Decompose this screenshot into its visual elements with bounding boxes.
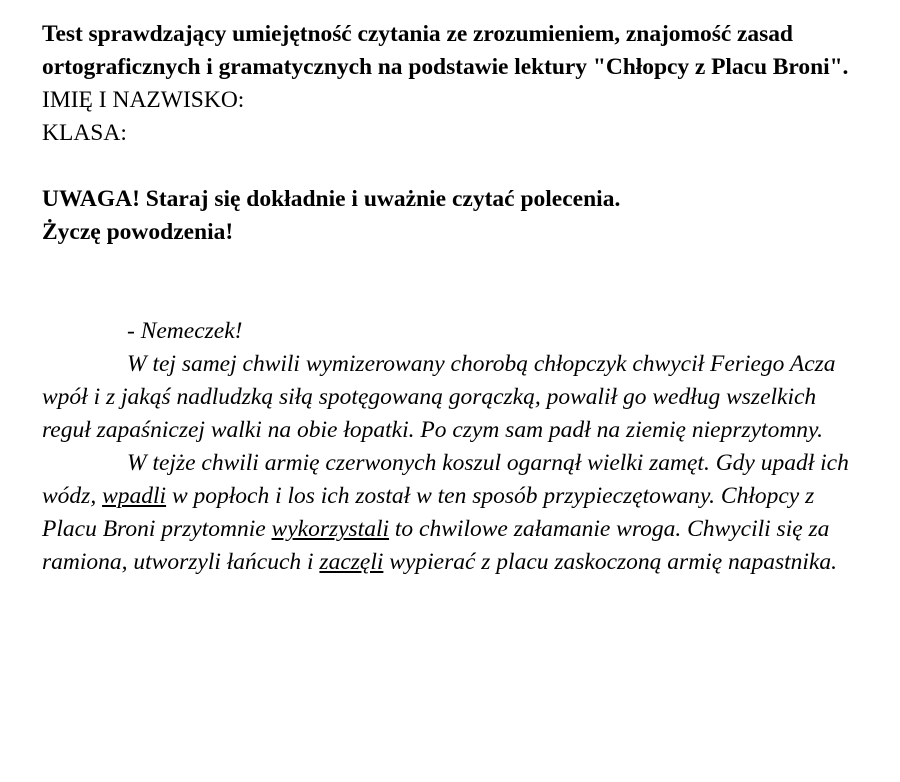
passage-paragraph-2-text: W tej samej chwili wymizerowany chorobą chłopczyk chwycił Feriego Acza wpół i z jakąś nadludzką siłą spotęgowaną gorączką, powalił go według wszelkich reguł zapaśniczej walki na obie łopatki. Po czym sam padł na ziemię nieprzytomny.: [42, 351, 836, 443]
passage-paragraph-1: [42, 315, 854, 348]
passage-paragraph-3: [42, 447, 854, 579]
field-label-name: IMIĘ I NAZWISKO:: [42, 87, 245, 113]
page-title-text: Test sprawdzający umiejętność czytania ze zrozumieniem, znajomość zasad ortograficznych i gramatycznych na podstawie lektury "Chłopcy z Placu Broni".: [42, 21, 849, 80]
field-label-class: KLASA:: [42, 120, 127, 146]
notice-line-1: UWAGA! Staraj się dokładnie i uważnie czytać polecenia.: [42, 186, 621, 212]
page-title: [42, 18, 852, 84]
passage-p3-segment-2: w popłoch i los ich został w ten sposób przypieczętowany. Chłopcy z Placu Broni przytomnie: [42, 483, 815, 542]
passage-p3-segment-3: to chwilowe załamanie wroga. Chwycili się za ramiona, utworzyli łańcuch i: [42, 516, 830, 575]
underlined-word-zaczeli: zaczęli: [319, 549, 384, 575]
underlined-word-wpadli: wpadli: [102, 483, 167, 509]
passage-paragraph-2: [42, 348, 854, 447]
spacer-before-passage: [42, 249, 850, 315]
notice-line-2: Życzę powodzenia!: [42, 219, 234, 245]
reading-passage: [42, 315, 854, 579]
passage-p3-segment-4: wypierać z placu zaskoczoną armię napastnika.: [383, 549, 838, 575]
underlined-word-wykorzystali: wykorzystali: [271, 516, 390, 542]
passage-paragraph-1-text: - Nemeczek!: [127, 318, 243, 344]
notice-block: [42, 183, 832, 249]
spacer-before-notice: [42, 150, 850, 183]
passage-p3-segment-1: W tejże chwili armię czerwonych koszul ogarnął wielki zamęt. Gdy upadł ich wódz,: [42, 450, 849, 509]
